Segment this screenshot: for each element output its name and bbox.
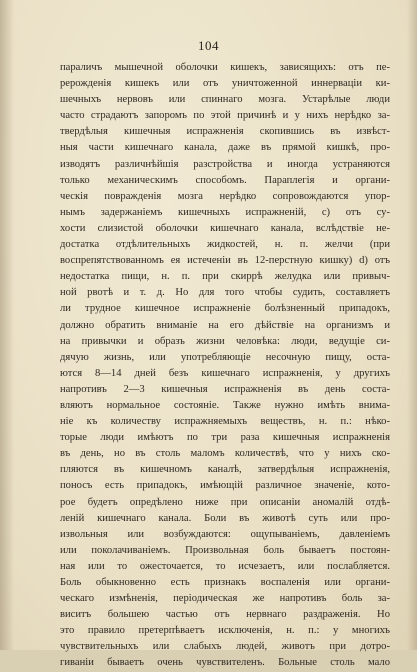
text-line: это правило претерпѣваетъ исключенія, н. п.: у многихъ xyxy=(60,625,390,637)
text-line: въ день, но въ столь маломъ количествѣ, что у нихъ ско- xyxy=(60,448,390,460)
text-line: или поколачиваніемъ. Произвольная боль бываетъ постоян- xyxy=(60,544,390,556)
text-line: твердѣлыя кишечныя испражненія скопившись въ извѣст- xyxy=(60,126,390,138)
body-text xyxy=(60,60,390,672)
text-line: ная или то ожесточается, то исчезаетъ, или послабляется. xyxy=(60,560,390,572)
text-line: гиваніи бываетъ очень чувствителенъ. Больные столь мало xyxy=(60,657,390,669)
page-number: 104 xyxy=(198,38,219,53)
text-line: достатка отдѣлительныхъ жидкостей, н. п. желчи (при xyxy=(60,239,390,251)
text-line: хости слизистой оболочки кишечнаго канала, вслѣдствіе не- xyxy=(60,222,390,234)
text-line: ются 8—14 дней безъ кишечнаго испражненія, у другихъ xyxy=(60,367,390,379)
text-line: поносъ есть припадокъ, имѣющій различное значеніе, кото- xyxy=(60,480,390,492)
text-line: пляются въ кишечномъ каналѣ, затвердѣлыя испражненія, xyxy=(60,464,390,476)
text-line: ной рвотѣ и т. д. Но для того чтобы судить, составляетъ xyxy=(60,287,390,299)
text-line: должно обратить вниманіе на его дѣйствіе на организмъ и xyxy=(60,319,390,331)
text-line: только механическимъ способомъ. Параплегія и органи- xyxy=(60,174,390,186)
text-line: виситъ большею частью отъ нервнаго раздраженія. Но xyxy=(60,609,390,621)
text-line: ныя части кишечнаго канала, даже въ прямой кишкѣ, про- xyxy=(60,142,390,154)
text-line: шечныхъ нервовъ или спиннаго мозга. Устарѣлые люди xyxy=(60,94,390,106)
text-line: чувствительныхъ или слабыхъ людей, животъ при дотро- xyxy=(60,641,390,653)
text-line: ческія повражденія мозга нерѣдко сопровождаются упор- xyxy=(60,190,390,202)
text-line: леній кишечнаго канала. Боли въ животѣ суть или про- xyxy=(60,512,390,524)
page-edge-shadow xyxy=(407,0,417,650)
text-line: рое будетъ опредѣлено ниже при описаніи аномалій отдѣ- xyxy=(60,496,390,508)
text-line: торые люди имѣютъ по три раза кишечныя испражненія xyxy=(60,432,390,444)
text-line: вляютъ нормальное состояніе. Также нужно имѣть внима- xyxy=(60,399,390,411)
text-line: недостатка пищи, н. п. при скиррѣ желудка или привыч- xyxy=(60,271,390,283)
text-line: часто страдаютъ запоромъ по этой причинѣ и у нихъ нерѣдко за- xyxy=(60,110,390,122)
text-line: ческаго измѣненія, періодическая же напротивъ боль за- xyxy=(60,593,390,605)
text-line: воспрепятствованномъ ея истеченіи въ 12-перстную кишку) d) отъ xyxy=(60,255,390,267)
text-line: извольныя или возбуждаются: ощупываніемъ, давленіемъ xyxy=(60,528,390,540)
text-line: параличъ мышечной оболочки кишекъ, зависящихъ: отъ пе- xyxy=(60,62,390,73)
text-line: изводятъ различнѣйшія разстройства и иногда устраняются xyxy=(60,158,390,170)
text-line: рерожденія кишекъ или отъ уничтоженной иннерваціи ки- xyxy=(60,78,390,90)
text-line: напротивъ 2—3 кишечныя испражненія въ день соста- xyxy=(60,383,390,395)
text-line: Боль обыкновенно есть признакъ воспаленія или органи- xyxy=(60,577,390,588)
text-line: нымъ задержаніемъ кишечныхъ испражненій, с) отъ су- xyxy=(60,206,390,218)
text-line: на привычки и образъ жизни человѣка: люди, ведущіе си- xyxy=(60,335,390,347)
text-line: дячую жизнь, или употребляющіе несочную пищу, оста- xyxy=(60,351,390,363)
binding-shadow xyxy=(0,0,14,650)
text-line: ли трудное кишечное испражненіе болѣзненный припадокъ, xyxy=(60,303,390,315)
text-line: ніе къ количеству испражняемыхъ веществъ, н. п.: нѣко- xyxy=(60,416,390,428)
